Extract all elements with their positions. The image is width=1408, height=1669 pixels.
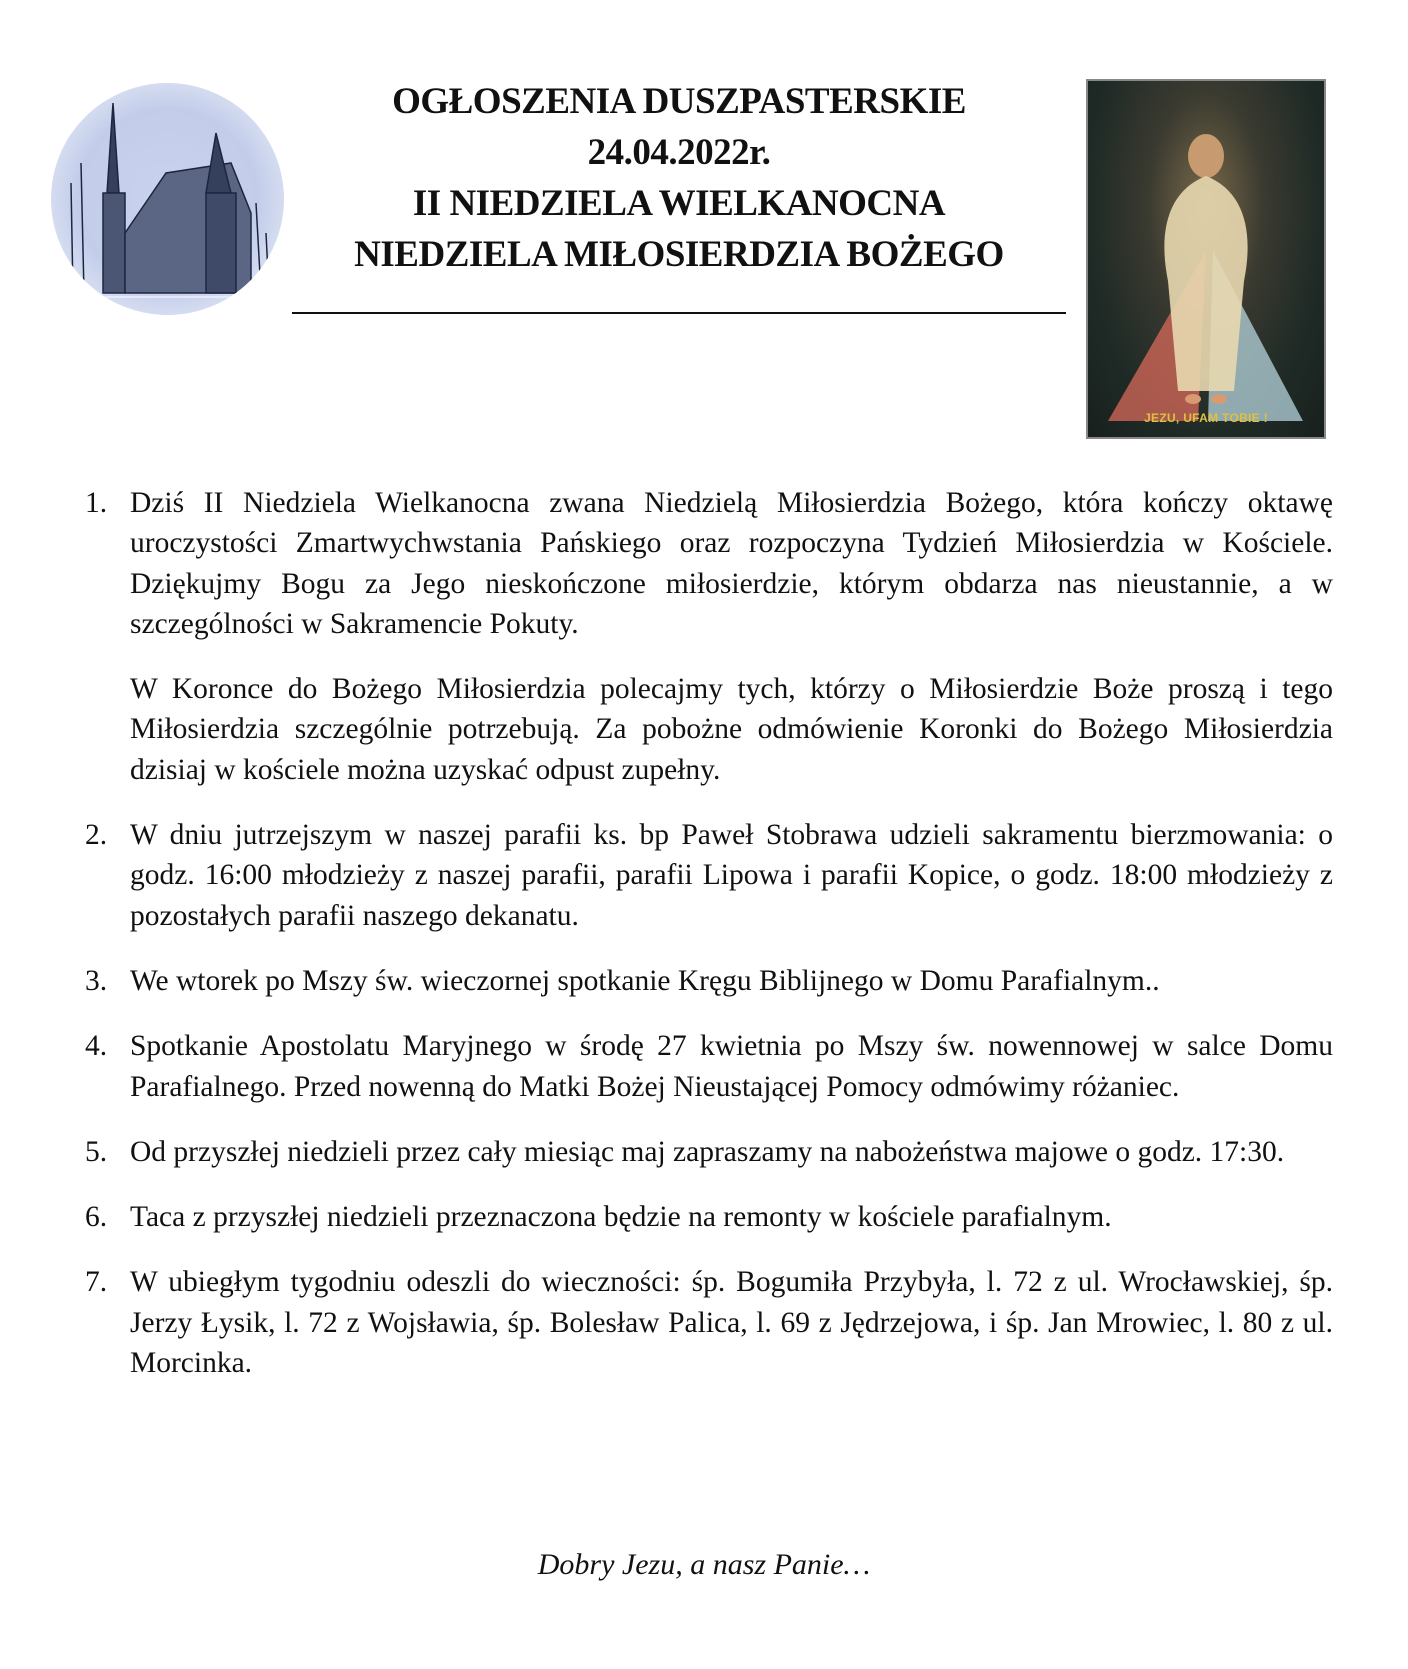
divine-mercy-image xyxy=(1086,79,1326,439)
item-text xyxy=(130,1026,1333,1107)
subtitle-2: NIEDZIELA MIŁOSIERDZIA BOŻEGO xyxy=(354,234,1004,275)
paragraph: Spotkanie Apostolatu Maryjnego w środę 27 kwietnia po Mszy św. nowennowej w salce Domu Parafialnego. Przed nowenną do Matki Bożej Nieustającej Pomocy odmówimy różaniec. xyxy=(130,1030,1333,1103)
item-text xyxy=(130,1197,1333,1237)
item-number: 2. xyxy=(85,819,108,852)
item-text xyxy=(130,1262,1333,1383)
list-item xyxy=(85,961,1333,1001)
announcements-list xyxy=(85,483,1333,1408)
paragraph: We wtorek po Mszy św. wieczornej spotkanie Kręgu Biblijnego w Domu Parafialnym.. xyxy=(130,964,1160,997)
item-number: 7. xyxy=(85,1266,108,1299)
list-item xyxy=(85,1026,1333,1107)
item-text xyxy=(130,483,1333,790)
image-caption: JEZU, UFAM TOBIE ! xyxy=(1144,411,1268,425)
page-title: OGŁOSZENIA DUSZPASTERSKIE xyxy=(392,81,966,122)
item-number: 5. xyxy=(85,1135,108,1168)
closing-line: Dobry Jezu, a nasz Panie… xyxy=(537,1548,871,1581)
item-number: 1. xyxy=(85,487,108,519)
item-number: 3. xyxy=(85,964,108,997)
list-item xyxy=(85,1262,1333,1383)
item-text xyxy=(130,815,1333,936)
header-titles xyxy=(292,76,1066,280)
paragraph: Taca z przyszłej niedzieli przeznaczona będzie na remonty w kościele parafialnym. xyxy=(130,1201,1112,1234)
church-drawing xyxy=(51,83,284,315)
item-number: 4. xyxy=(85,1030,108,1063)
item-text xyxy=(130,1132,1333,1172)
list-item xyxy=(85,1197,1333,1237)
paragraph: Od przyszłej niedzieli przez cały miesiąc maj zapraszamy na nabożeństwa majowe o godz. 17:30. xyxy=(130,1135,1285,1168)
list-item xyxy=(85,1132,1333,1172)
paragraph: W dniu jutrzejszym w naszej parafii ks. bp Paweł Stobrawa udzieli sakramentu bierzmowania: o godz. 16:00 młodzieży z naszej parafii, parafii Lipowa i parafii Kopice, o godz. 18:00 młodzieży z pozostałych parafii naszego dekanatu. xyxy=(130,819,1333,932)
paragraph: Dziś II Niedziela Wielkanocna zwana Niedzielą Miłosierdzia Bożego, która kończy oktawę uroczystości Zmartwychwstania Pańskiego oraz rozpoczyna Tydzień Miłosierdzia w Kościele. Dziękujmy Bogu za Jego nieskończone miłosierdzie, którym obdarza nas nieustannie, a w szczególności w Sakramencie Pokuty. xyxy=(130,487,1333,640)
item-text xyxy=(130,961,1333,1001)
paragraph: W ubiegłym tygodniu odeszli do wieczności: śp. Bogumiła Przybyła, l. 72 z ul. Wrocławskiej, śp. Jerzy Łysik, l. 72 z Wojsławia, śp. Bolesław Palica, l. 69 z Jędrzejowa, i śp. Jan Mrowiec, l. 80 z ul. Morcinka. xyxy=(130,1266,1333,1380)
item-number: 6. xyxy=(85,1201,108,1234)
divider xyxy=(292,312,1066,314)
subtitle-1: II NIEDZIELA WIELKANOCNA xyxy=(412,183,946,224)
date: 24.04.2022r. xyxy=(587,132,771,173)
list-item xyxy=(85,483,1333,790)
list-item xyxy=(85,815,1333,936)
paragraph: W Koronce do Bożego Miłosierdzia polecajmy tych, którzy o Miłosierdzie Boże proszą i tego Miłosierdzia szczególnie potrzebują. Za pobożne odmówienie Koronki do Bożego Miłosierdzia dzisiaj w kościele można uzyskać odpust zupełny. xyxy=(130,673,1333,786)
